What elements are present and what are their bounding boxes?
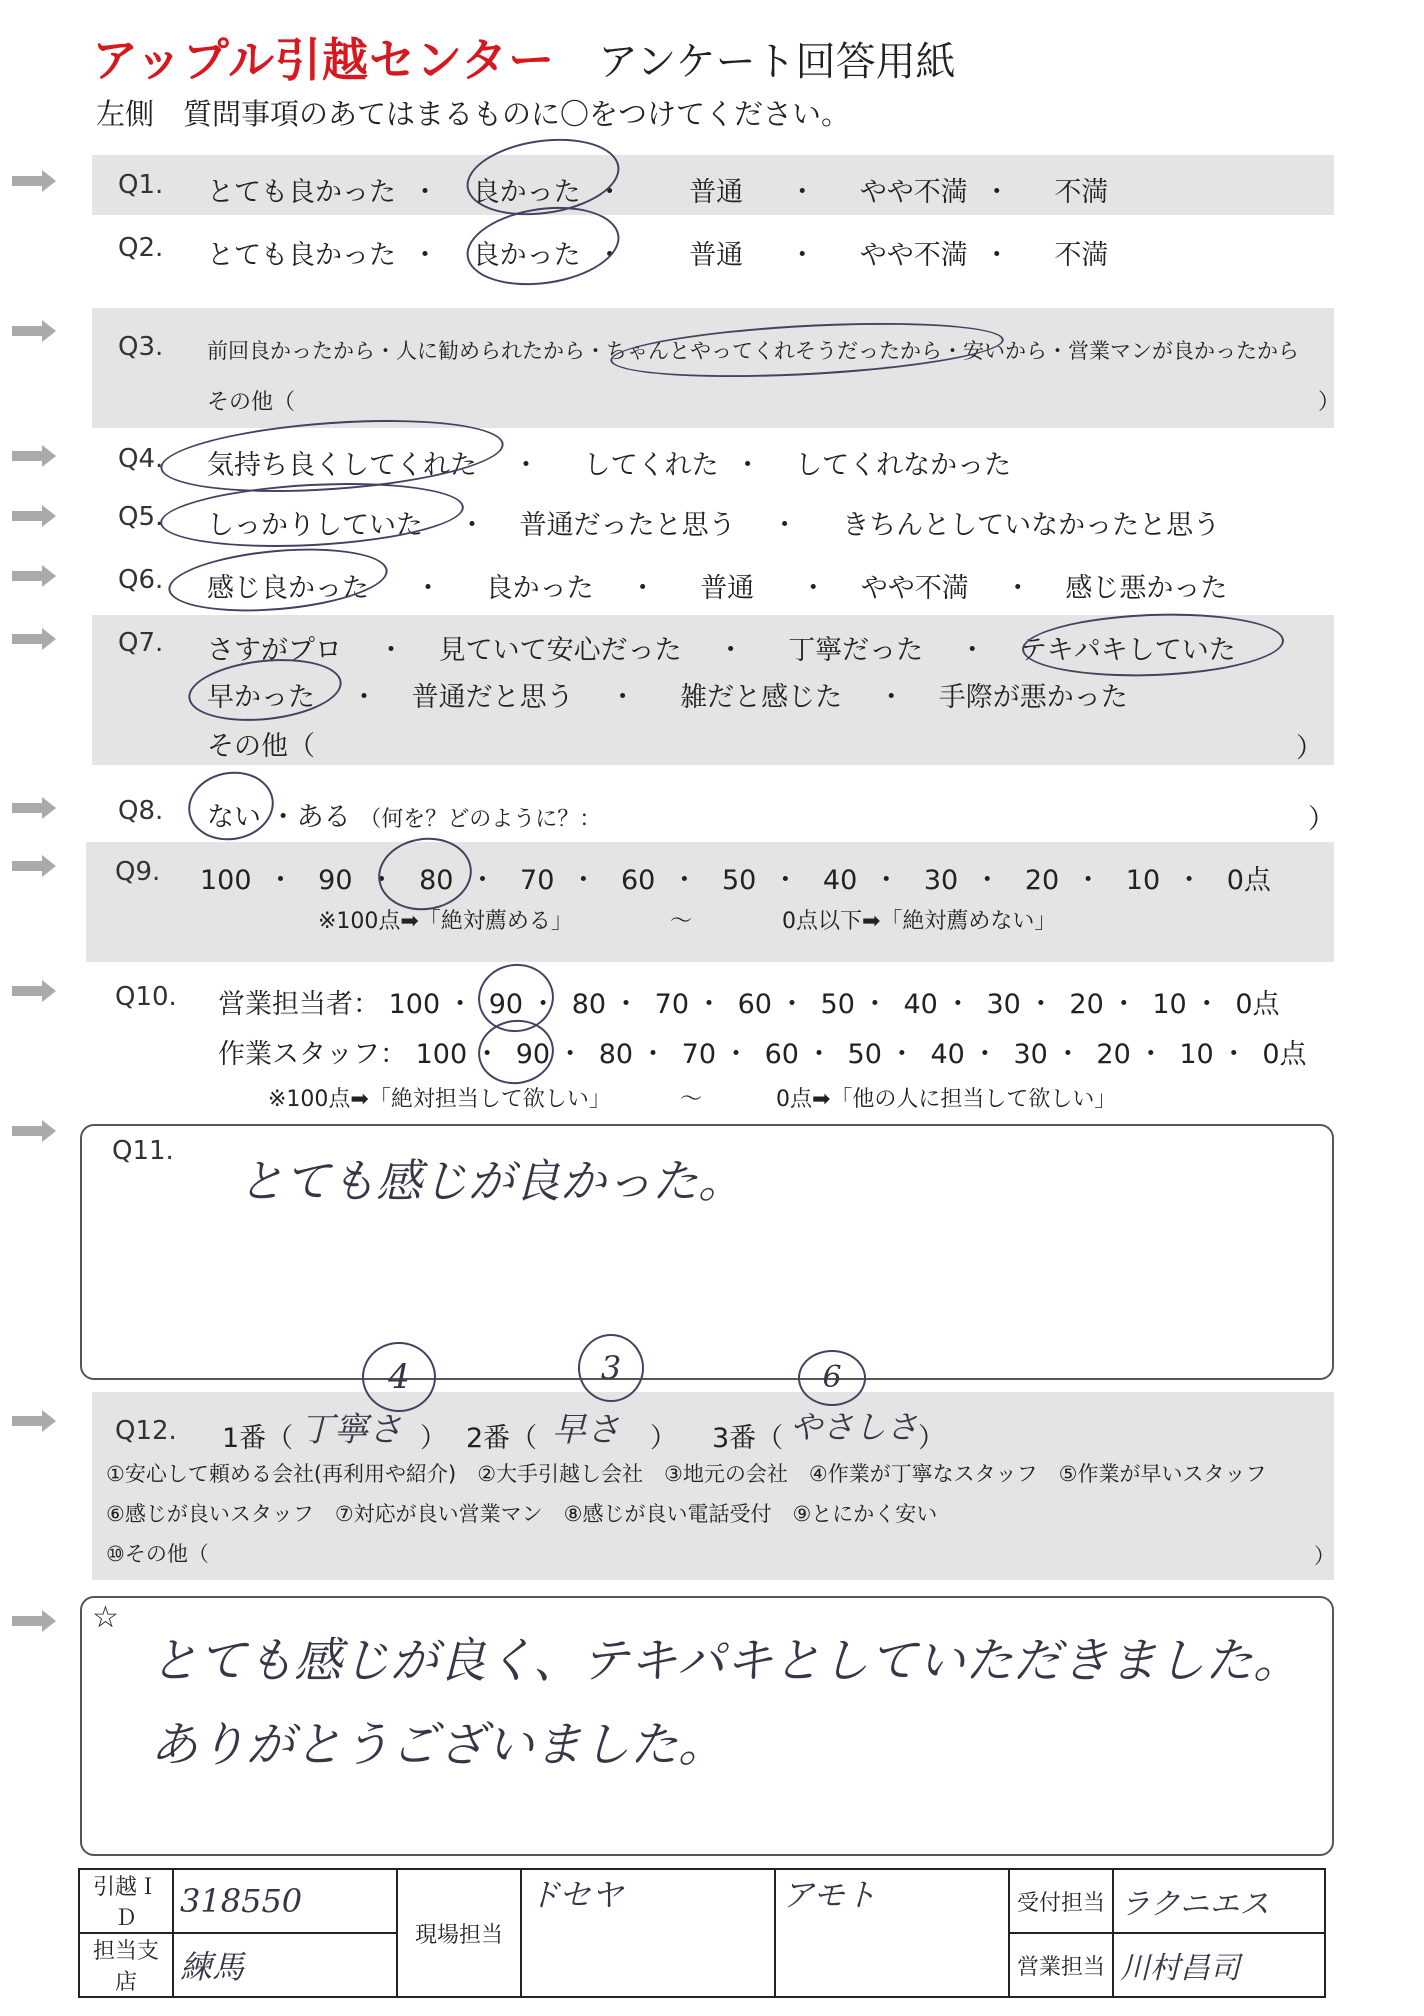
q7-option[interactable]: 丁寧だった <box>788 635 924 666</box>
q4-option[interactable]: してくれた <box>583 450 719 481</box>
footer-table <box>78 1868 1326 1998</box>
q6-option[interactable]: 良かった <box>485 573 594 604</box>
q10-staff-label: 作業スタッフ： <box>218 1039 407 1070</box>
q1-option[interactable]: 普通 <box>689 177 744 208</box>
q9-score[interactable]: 30 <box>923 865 959 896</box>
comment-line-2: ありがとうございました。 <box>150 1717 727 1773</box>
comment-line-1: とても感じが良く、テキパキとしていただきました。 <box>150 1633 1302 1689</box>
q9-note-mid: 〜 <box>670 909 693 934</box>
footer-site-value-1 <box>521 1869 775 1997</box>
q10-note-mid: 〜 <box>680 1087 703 1112</box>
q12-label: Q12. <box>115 1416 177 1446</box>
q9-score[interactable]: 50 <box>721 865 757 896</box>
q9-score[interactable]: 0点 <box>1226 865 1271 896</box>
q10-staff-score[interactable]: 30 <box>1013 1039 1048 1070</box>
q7-option[interactable]: 普通だと思う <box>411 682 574 713</box>
q7-line2: 早かった ・ 普通だと思う ・ 雑だと感じた ・ 手際が悪かった <box>207 675 1128 714</box>
q10-staff-score[interactable]: 60 <box>764 1039 799 1070</box>
star-icon: ☆ <box>92 1600 119 1635</box>
q10-sales-score[interactable]: 20 <box>1069 989 1104 1020</box>
q1-option[interactable]: 良かった <box>472 177 581 208</box>
q8-label: Q8. <box>118 796 164 826</box>
q12-rank-3-label: 3番（ <box>712 1423 784 1454</box>
q10-staff-score[interactable]: 50 <box>847 1039 882 1070</box>
q12-rank-2-label: 2番（ <box>466 1423 538 1454</box>
q1-label: Q1. <box>118 170 164 200</box>
q4-option[interactable]: 気持ち良くしてくれた <box>207 450 477 481</box>
q9-score[interactable]: 70 <box>520 865 555 896</box>
q5-answer-circle <box>159 476 466 554</box>
q9-score[interactable]: 90 <box>318 865 353 896</box>
q12-rank-1-number: 4 <box>362 1342 436 1412</box>
q12-rank-2-number: 3 <box>578 1334 644 1402</box>
footer-sales-value-text: 川村昌司 <box>1120 1951 1240 1986</box>
q12-rank-3-answer: やさしさ <box>790 1408 919 1446</box>
q2-option[interactable]: とても良かった <box>207 240 396 271</box>
q9-score[interactable]: 60 <box>621 865 656 896</box>
q10-sales-score[interactable]: 100 <box>388 989 441 1020</box>
q5-option[interactable]: 普通だったと思う <box>519 510 736 541</box>
q7-other[interactable]: その他（ <box>207 731 315 762</box>
q7-option[interactable]: 早かった <box>207 682 315 713</box>
footer-branch-value <box>173 1933 397 1997</box>
q6-option[interactable]: 感じ良かった <box>207 573 369 604</box>
q12-rank-1-close: ） <box>420 1423 447 1454</box>
q4-options: 気持ち良くしてくれた ・ してくれた ・ してくれなかった <box>207 443 1011 482</box>
q12-rank-1-answer: 丁寧さ <box>300 1410 402 1450</box>
footer-branch-value-text: 練馬 <box>180 1948 245 1986</box>
q10-note-left: ※100点➡「絶対担当して欲しい」 <box>268 1087 611 1112</box>
q7-option[interactable]: 見ていて安心だった <box>438 635 682 666</box>
q9-score[interactable]: 10 <box>1125 865 1161 896</box>
q9-label: Q9. <box>115 857 161 887</box>
q7-label: Q7. <box>118 628 164 658</box>
q9-scale: 100 ・ 90 ・ 80 ・ 70 ・ 60 ・ 50 ・ 40 ・ 30 ・ 20 ・ 10 ・ 0点 <box>200 858 1271 897</box>
footer-sales-label: 営業担当 <box>1009 1933 1113 1997</box>
q5-option[interactable]: きちんとしていなかったと思う <box>842 510 1221 541</box>
q12-rank-1-label: 1番（ <box>222 1423 294 1454</box>
q11-label: Q11. <box>112 1136 174 1166</box>
footer-site-value-2-text: アモト <box>782 1876 877 1914</box>
footer-branch-label: 担当支店 <box>79 1933 173 1997</box>
q10-sales-score[interactable]: 60 <box>737 989 772 1020</box>
q3-other[interactable]: その他（ <box>207 390 296 415</box>
q11-answer: とても感じが良かった。 <box>238 1154 744 1208</box>
q9-score[interactable]: 40 <box>822 865 858 896</box>
instruction-text: 左側 質問事項のあてはまるものに〇をつけてください。 <box>96 97 851 131</box>
q2-label: Q2. <box>118 233 164 263</box>
q2-option[interactable]: 普通 <box>689 240 744 271</box>
q7-option[interactable]: テキパキしていた <box>1019 635 1236 666</box>
q7-option[interactable]: 手際が悪かった <box>938 682 1128 713</box>
q7-option[interactable]: さすがプロ <box>207 635 342 666</box>
q10-staff-score[interactable]: 0点 <box>1262 1039 1307 1070</box>
brand-title: アップル引越センター <box>92 33 556 87</box>
q7-option[interactable]: 雑だと感じた <box>680 682 843 713</box>
q6-option[interactable]: 普通 <box>700 573 755 604</box>
q6-options: 感じ良かった ・ 良かった ・ 普通 ・ やや不満 ・ 感じ悪かった <box>207 566 1227 605</box>
q10-staff-score[interactable]: 100 <box>415 1039 468 1070</box>
q8-note: （何を？どのように？： <box>359 807 602 832</box>
q12-rank-3-number: 6 <box>798 1350 866 1406</box>
q7-line1: さすがプロ ・ 見ていて安心だった ・ 丁寧だった ・ テキパキしていた <box>207 628 1236 667</box>
q8-option-no[interactable]: ない <box>207 802 261 833</box>
q2-options: とても良かった ・ 良かった ・ 普通 ・ やや不満 ・ 不満 <box>207 233 1108 272</box>
footer-reception-value-text: ラクニエス <box>1120 1887 1270 1922</box>
q10-sales-score[interactable]: 40 <box>903 989 938 1020</box>
q10-sales-score[interactable]: 10 <box>1152 989 1187 1020</box>
q10-staff-score[interactable]: 40 <box>930 1039 965 1070</box>
q9-score[interactable]: 100 <box>200 865 252 896</box>
q10-staff: 作業スタッフ： 100 ・ 90 ・ 80 ・ 70 ・ 60 ・ 50 ・ 40 ・ 30 ・ 20 ・ 10 ・ 0点 <box>218 1032 1307 1071</box>
q12-choices-line2: ⑥感じが良いスタッフ ⑦対応が良い営業マン ⑧感じが良い電話受付 ⑨とにかく安い <box>106 1502 938 1526</box>
footer-site-label: 現場担当 <box>397 1869 521 1997</box>
q6-answer-circle <box>166 541 390 620</box>
q5-label: Q5. <box>118 502 164 532</box>
q1-option[interactable]: 不満 <box>1054 177 1109 208</box>
footer-reception-value <box>1113 1869 1325 1933</box>
q5-option[interactable]: しっかりしていた <box>207 510 423 541</box>
q9-note-left: ※100点➡「絶対薦める」 <box>318 909 573 934</box>
q10-staff-score[interactable]: 90 <box>515 1039 551 1070</box>
q10-sales-score[interactable]: 30 <box>986 989 1021 1020</box>
q1-option[interactable]: とても良かった <box>207 177 396 208</box>
footer-site-value-1-text: ドセヤ <box>528 1876 624 1914</box>
q9-score[interactable]: 20 <box>1024 865 1060 896</box>
q10-sales-label: 営業担当者： <box>218 989 380 1020</box>
q10-sales-score[interactable]: 90 <box>488 989 524 1020</box>
q4-option[interactable]: してくれなかった <box>795 450 1012 481</box>
q7-close: ） <box>1296 733 1323 764</box>
q8-answer-circle <box>183 765 280 847</box>
q10-note-right: 0点➡「他の人に担当して欲しい」 <box>776 1087 1117 1112</box>
q9-score[interactable]: 80 <box>419 865 454 896</box>
footer-site-value-2 <box>775 1869 1009 1997</box>
q2-option[interactable]: やや不満 <box>859 240 968 271</box>
q3-label: Q3. <box>118 332 164 362</box>
q12-choices-other[interactable]: ⑩その他（ <box>106 1542 209 1566</box>
q9-note-right: 0点以下➡「絶対薦めない」 <box>782 909 1057 934</box>
q2-option[interactable]: 不満 <box>1054 240 1109 271</box>
q8-close: ） <box>1308 804 1335 835</box>
q1-options: とても良かった ・ 良かった ・ 普通 ・ やや不満 ・ 不満 <box>207 170 1108 209</box>
form-title: アンケート回答用紙 <box>598 39 956 85</box>
q12-rank-2-answer: 早さ <box>552 1410 620 1450</box>
q10-staff-score[interactable]: 20 <box>1096 1039 1131 1070</box>
q12-choices-close: ） <box>1314 1544 1335 1568</box>
footer-reception-label: 受付担当 <box>1009 1869 1113 1933</box>
q10-staff-answer-circle <box>474 1015 558 1089</box>
q10-sales-score[interactable]: 50 <box>820 989 855 1020</box>
q6-option[interactable]: やや不満 <box>860 573 969 604</box>
footer-id-value <box>173 1869 397 1933</box>
q12-choices-line1: ①安心して頼める会社(再利用や紹介) ②大手引越し会社 ③地元の会社 ④作業が丁寧なスタッフ ⑤作業が早いスタッフ <box>106 1462 1267 1486</box>
q10-sales: 営業担当者： 100 ・ 90 ・ 80 ・ 70 ・ 60 ・ 50 ・ 40 ・ 30 ・ 20 ・ 10 ・ 0点 <box>218 982 1280 1021</box>
q10-sales-score[interactable]: 80 <box>571 989 607 1020</box>
q5-options: しっかりしていた ・ 普通だったと思う ・ きちんとしていなかったと思う <box>207 503 1220 542</box>
footer-id-value-text: 318550 <box>180 1882 303 1920</box>
q10-label: Q10. <box>115 982 177 1012</box>
q12-rank-3-close: ） <box>918 1423 945 1454</box>
q10-staff-score[interactable]: 80 <box>598 1039 634 1070</box>
q8-option-yes[interactable]: ・ある <box>269 802 351 833</box>
q3-close: ） <box>1318 390 1341 415</box>
q4-label: Q4. <box>118 444 164 474</box>
q10-sales-score[interactable]: 70 <box>654 989 689 1020</box>
arrow-icons <box>12 170 62 1640</box>
footer-sales-value <box>1113 1933 1325 1997</box>
q1-option[interactable]: やや不満 <box>859 177 968 208</box>
q10-staff-score[interactable]: 70 <box>681 1039 716 1070</box>
footer-id-label: 引越ＩＤ <box>79 1869 173 1933</box>
q10-sales-score[interactable]: 0点 <box>1235 989 1280 1020</box>
q12-rank-2-close: ） <box>650 1423 677 1454</box>
q3-options[interactable]: 前回良かったから・人に勧められたから・ちゃんとやってくれそうだったから・安いから・営業マンが良かったから <box>207 339 1299 363</box>
q6-label: Q6. <box>118 565 164 595</box>
q6-option[interactable]: 感じ悪かった <box>1065 573 1228 604</box>
q10-staff-score[interactable]: 10 <box>1179 1039 1214 1070</box>
q2-option[interactable]: 良かった <box>472 240 581 271</box>
